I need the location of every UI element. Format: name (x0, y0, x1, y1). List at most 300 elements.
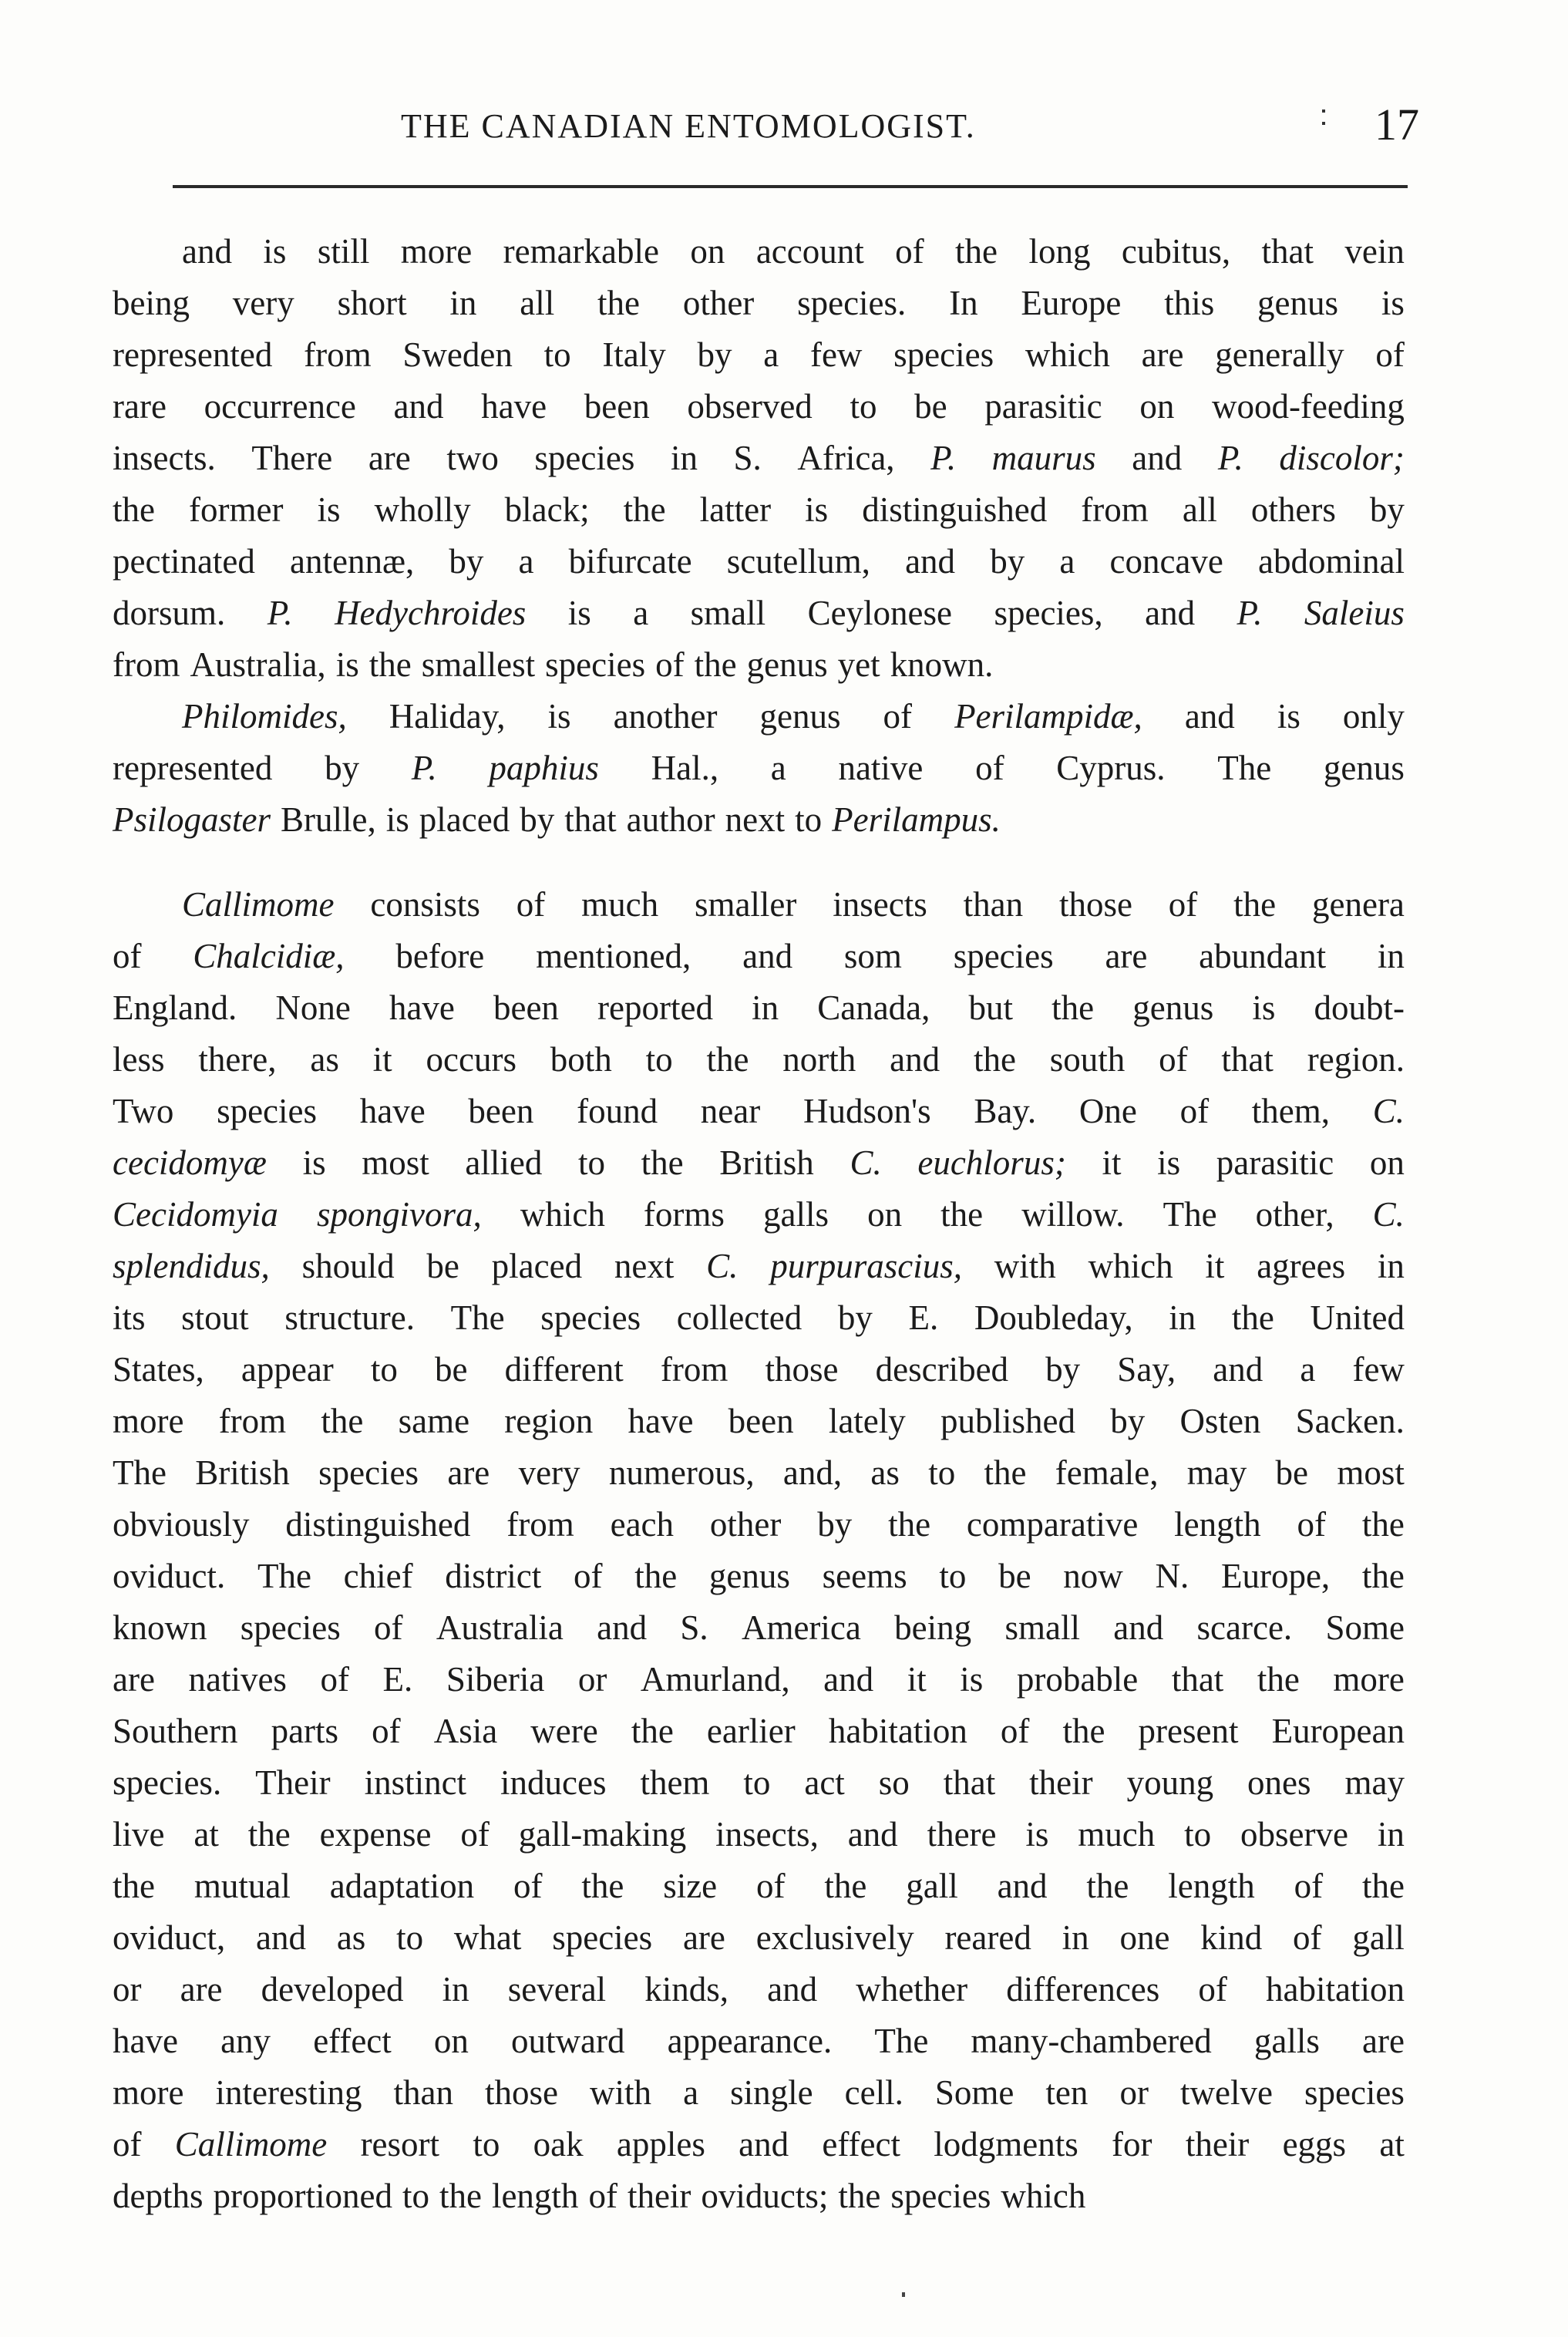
word: with (994, 1247, 1056, 1285)
word: C. (1372, 1195, 1405, 1234)
word: two (446, 439, 499, 477)
text-line (113, 1964, 1405, 2015)
text-line (113, 226, 1405, 278)
word: mentioned, (536, 937, 691, 975)
word: One (1078, 1092, 1137, 1130)
word: of (1293, 1918, 1322, 1957)
word: of (1000, 1712, 1030, 1750)
word: a (683, 2073, 699, 2112)
word: near (700, 1092, 761, 1130)
word: of (1179, 1092, 1210, 1130)
word: many-chambered (971, 2022, 1212, 2060)
text-line (113, 1292, 1405, 1344)
word: Amurland, (640, 1660, 790, 1699)
word: but (968, 988, 1014, 1027)
word: structure. (284, 1298, 415, 1337)
word: the (955, 232, 998, 271)
word: by (1110, 1402, 1146, 1440)
paragraph (113, 226, 1405, 691)
word: Hedychroides (335, 594, 527, 632)
word: of (1297, 1505, 1327, 1544)
word: before (395, 937, 485, 975)
word: different (504, 1350, 624, 1389)
word: British (719, 1143, 814, 1182)
word: observe (1240, 1815, 1348, 1854)
word: the (1231, 1298, 1274, 1337)
word: habitation (828, 1712, 967, 1750)
word: other (682, 284, 755, 322)
word: for (1112, 2125, 1152, 2164)
running-head: THE CANADIAN ENTOMOLOGIST. (401, 107, 976, 145)
word: are (368, 439, 411, 477)
word: from (660, 1350, 728, 1389)
word: by (325, 749, 360, 787)
word: small (690, 594, 766, 632)
word: and (1145, 594, 1196, 632)
word: on (1139, 387, 1175, 426)
word: C. (850, 1143, 882, 1182)
word: chief (343, 1557, 413, 1595)
text-line (113, 2067, 1405, 2119)
word: Europe (1021, 284, 1122, 322)
word: euchlorus; (917, 1143, 1066, 1182)
text-line (113, 1654, 1405, 1706)
word: from (506, 1505, 574, 1544)
word: the (247, 1815, 291, 1854)
word: Asia (433, 1712, 498, 1750)
word: it (1102, 1143, 1122, 1182)
word: several (507, 1970, 607, 2009)
word: in (670, 439, 698, 477)
word: are (113, 1660, 155, 1699)
word: oviduct, (113, 1918, 226, 1957)
word: S. (680, 1608, 708, 1647)
word: been (468, 1092, 534, 1130)
word: Europe, (1220, 1557, 1331, 1595)
word: the (694, 645, 737, 684)
word: known. (890, 645, 994, 684)
word: by (520, 800, 555, 839)
text-line (113, 691, 1405, 743)
word: the (706, 1040, 749, 1079)
word: is (302, 1143, 326, 1182)
word: be (914, 387, 947, 426)
word: of (1294, 1867, 1324, 1905)
word: of (895, 232, 924, 271)
word: Haliday, (389, 697, 506, 736)
word: species. (797, 284, 907, 322)
word: them (640, 1763, 710, 1802)
word: that (943, 1763, 996, 1802)
word: and (823, 1660, 874, 1699)
word: observed (687, 387, 813, 426)
word: district (445, 1557, 542, 1595)
word: consists (370, 885, 480, 924)
word: by (817, 1505, 853, 1544)
word: cecidomyæ (113, 1143, 267, 1182)
word: species (953, 937, 1054, 975)
word: any (220, 2022, 271, 2060)
text-line (113, 433, 1405, 484)
word: S. (733, 439, 762, 477)
word: known (113, 1608, 207, 1647)
word: The (450, 1298, 505, 1337)
word: and (739, 2125, 789, 2164)
word: the (581, 1867, 624, 1905)
word: ones (1247, 1763, 1311, 1802)
word: the (1062, 1712, 1105, 1750)
word: were (530, 1712, 598, 1750)
text-line (113, 982, 1405, 1034)
word: insects. (113, 439, 216, 477)
word: those (1058, 885, 1132, 924)
word: species (217, 1092, 318, 1130)
word: occurs (426, 1040, 516, 1079)
word: the (113, 1867, 155, 1905)
word: and (1213, 1350, 1263, 1389)
word: European (1271, 1712, 1405, 1750)
word: described (875, 1350, 1009, 1389)
word: the (321, 1402, 364, 1440)
word: C. (706, 1247, 739, 1285)
word: United (1310, 1298, 1405, 1337)
word: have (113, 2022, 178, 2060)
word: or (1119, 2073, 1149, 2112)
word: and (182, 232, 232, 271)
word: the (1257, 1660, 1300, 1699)
word: are (447, 1453, 490, 1492)
word: which (520, 1195, 605, 1234)
word: and (767, 1970, 818, 2009)
word: are (682, 1918, 725, 1957)
word: a (633, 594, 649, 632)
word: and (393, 387, 444, 426)
text-line (113, 1499, 1405, 1551)
word: it (907, 1660, 927, 1699)
word: is (1381, 284, 1405, 322)
word: in (752, 988, 779, 1027)
word: there, (198, 1040, 277, 1079)
word: the (984, 1453, 1027, 1492)
print-speck (1322, 109, 1325, 113)
word: cubitus, (1121, 232, 1231, 271)
word: and (890, 1040, 940, 1079)
word: is (547, 697, 571, 736)
word: short (337, 284, 407, 322)
word: yet (837, 645, 880, 684)
text-line (113, 381, 1405, 433)
word: found (577, 1092, 658, 1130)
word: what (453, 1918, 522, 1957)
word: as (310, 1040, 339, 1079)
word: represented (113, 749, 273, 787)
word: from (218, 1402, 287, 1440)
word: be (435, 1350, 468, 1389)
word: P. (1237, 594, 1263, 632)
word: discolor; (1279, 439, 1405, 477)
word: to (645, 1040, 673, 1079)
word: are (1141, 335, 1184, 374)
word: is (385, 800, 409, 839)
word: to (370, 1350, 398, 1389)
text-line (113, 1757, 1405, 1809)
text-line (113, 1602, 1405, 1654)
word: others (1250, 490, 1336, 529)
word: Hal., (651, 749, 719, 787)
word: America (741, 1608, 861, 1647)
word: Cecidomyia (113, 1195, 278, 1234)
word: agrees (1257, 1247, 1346, 1285)
word: much (581, 885, 659, 924)
word: P. (411, 749, 437, 787)
word: to (795, 800, 823, 839)
word: natives (188, 1660, 287, 1699)
word: The (1163, 1195, 1217, 1234)
word: and (1132, 439, 1183, 477)
word: few (1352, 1350, 1405, 1389)
word: very (518, 1453, 580, 1492)
word: Bay. (974, 1092, 1037, 1130)
word: and (1184, 697, 1235, 736)
word: to (578, 1143, 606, 1182)
text-line (113, 329, 1405, 381)
word: Siberia (446, 1660, 545, 1699)
word: of (1159, 1040, 1188, 1079)
word: abdominal (1258, 542, 1405, 581)
word: species (240, 1608, 341, 1647)
word: maurus (991, 439, 1096, 477)
word: been (493, 988, 559, 1027)
word: each (610, 1505, 675, 1544)
word: Southern (113, 1712, 238, 1750)
word: is (1157, 1143, 1181, 1182)
word: whether (856, 1970, 968, 2009)
word: being (894, 1608, 972, 1647)
word: by (1045, 1350, 1081, 1389)
word: species (890, 2177, 991, 2215)
word: next (614, 1247, 675, 1285)
word: been (584, 387, 650, 426)
word: the (641, 1143, 684, 1182)
word: of (113, 937, 142, 975)
word: gall (1352, 1918, 1405, 1957)
word: lately (828, 1402, 906, 1440)
text-line (113, 931, 1405, 982)
word: ten (1045, 2073, 1089, 2112)
word: instinct (364, 1763, 467, 1802)
word: species, (994, 594, 1103, 632)
word: of (588, 2177, 617, 2215)
word: insects, (715, 1815, 819, 1854)
word: present (1138, 1712, 1239, 1750)
word: that (564, 800, 617, 839)
word: species (552, 1918, 653, 1957)
word: in (1377, 937, 1405, 975)
word: abundant (1199, 937, 1327, 975)
word: those (485, 2073, 559, 2112)
word: to (850, 387, 877, 426)
word: Some (934, 2073, 1014, 2112)
text-line (113, 1344, 1405, 1396)
word: States, (113, 1350, 204, 1389)
word: Australia, (190, 645, 326, 684)
word: interesting (215, 2073, 362, 2112)
word: young (1126, 1763, 1214, 1802)
word: Their (255, 1763, 331, 1802)
word: eggs (1282, 2125, 1347, 2164)
word: kinds, (644, 1970, 729, 2009)
word: scutellum, (726, 542, 870, 581)
word: all (1182, 490, 1217, 529)
word: a (1059, 542, 1075, 581)
word: their (1185, 2125, 1250, 2164)
word: genus (746, 645, 828, 684)
word: very (232, 284, 294, 322)
word: the (631, 1712, 674, 1750)
text-line (113, 1447, 1405, 1499)
word: more (113, 1402, 184, 1440)
text-line (113, 1137, 1405, 1189)
word: probable (1016, 1660, 1139, 1699)
word: length (1168, 1867, 1255, 1905)
word: genus (1323, 749, 1405, 787)
word: Two (113, 1092, 174, 1130)
word: by (990, 542, 1025, 581)
word: of (1168, 885, 1198, 924)
word: C. (1372, 1092, 1405, 1130)
word: vein (1344, 232, 1405, 271)
word: are (180, 1970, 223, 2009)
word: pectinated (113, 542, 255, 581)
word: There (251, 439, 333, 477)
word: are (1362, 2022, 1405, 2060)
text-line (113, 536, 1405, 588)
word: Cyprus. (1056, 749, 1166, 787)
word: is (960, 1660, 984, 1699)
word: as (336, 1918, 366, 1957)
word: north (782, 1040, 856, 1079)
word: is (1025, 1815, 1049, 1854)
header-rule (173, 185, 1408, 188)
text-line (113, 743, 1405, 794)
word: of (975, 749, 1004, 787)
word: and (597, 1608, 648, 1647)
word: the (838, 2177, 881, 2215)
word: Hudson's (803, 1092, 931, 1130)
word: effect (313, 2022, 392, 2060)
word: The (257, 1557, 311, 1595)
word: collected (676, 1298, 803, 1337)
word: E. (908, 1298, 939, 1337)
word: is (1277, 697, 1300, 736)
page-number: 17 (1375, 99, 1419, 150)
word: species. (113, 1763, 222, 1802)
word: purpurascius, (770, 1247, 962, 1285)
word: the (634, 1557, 678, 1595)
word: of (513, 1867, 543, 1905)
word: one (1119, 1918, 1170, 1957)
text-line (113, 879, 1405, 931)
word: may (1344, 1763, 1405, 1802)
word: apples (616, 2125, 705, 2164)
word: paphius (489, 749, 599, 787)
text-line (113, 1706, 1405, 1757)
word: Saleius (1304, 594, 1405, 632)
word: wholly (374, 490, 471, 529)
word: parts (271, 1712, 339, 1750)
word: much (1078, 1815, 1156, 1854)
word: that (1221, 1040, 1274, 1079)
word: genus (708, 1557, 790, 1595)
word: a (1300, 1350, 1316, 1389)
word: only (1342, 697, 1405, 736)
word: those (765, 1350, 839, 1389)
word: native (838, 749, 924, 787)
word: The (1217, 749, 1272, 787)
word: scarce. (1196, 1608, 1293, 1647)
word: and, (782, 1453, 843, 1492)
word: that (1171, 1660, 1224, 1699)
word: In (949, 284, 978, 322)
word: the (1233, 885, 1277, 924)
word: it (1205, 1247, 1225, 1285)
word: willow. (1021, 1195, 1125, 1234)
word: to (396, 1918, 424, 1957)
word: now (1063, 1557, 1123, 1595)
word: Doubleday, (974, 1298, 1133, 1337)
word: a (770, 749, 786, 787)
word: from (304, 335, 372, 374)
paragraph (113, 879, 1405, 2222)
word: the (597, 284, 640, 322)
word: developed (261, 1970, 404, 2009)
word: galls (762, 1195, 829, 1234)
word: reared (944, 1918, 1031, 1957)
word: kind (1200, 1918, 1263, 1957)
word: obviously (113, 1505, 250, 1544)
word: P. (267, 594, 293, 632)
word: next (725, 800, 786, 839)
word: to (939, 1557, 967, 1595)
word: their (627, 2177, 691, 2215)
word: to (402, 2177, 429, 2215)
word: of (1198, 1970, 1227, 2009)
word: bifurcate (568, 542, 692, 581)
word: in (1062, 1918, 1089, 1957)
word: the (439, 2177, 482, 2215)
word: in (1377, 1247, 1405, 1285)
word: outward (511, 2022, 625, 2060)
word: this (1164, 284, 1215, 322)
text-line (113, 639, 1405, 691)
word: genus (1132, 988, 1214, 1027)
word: the (1361, 1557, 1405, 1595)
word: of (883, 697, 913, 736)
word: to (473, 2125, 500, 2164)
word: south (1049, 1040, 1126, 1079)
word: less (113, 1040, 165, 1079)
word: numerous, (608, 1453, 755, 1492)
word: seems (822, 1557, 907, 1595)
word: Sweden (402, 335, 513, 374)
word: differences (1006, 1970, 1160, 2009)
word: on (433, 2022, 469, 2060)
word: in (449, 284, 477, 322)
word: insects (833, 885, 927, 924)
word: gall-making (518, 1815, 687, 1854)
word: few (809, 335, 863, 374)
word: of (113, 2125, 142, 2164)
